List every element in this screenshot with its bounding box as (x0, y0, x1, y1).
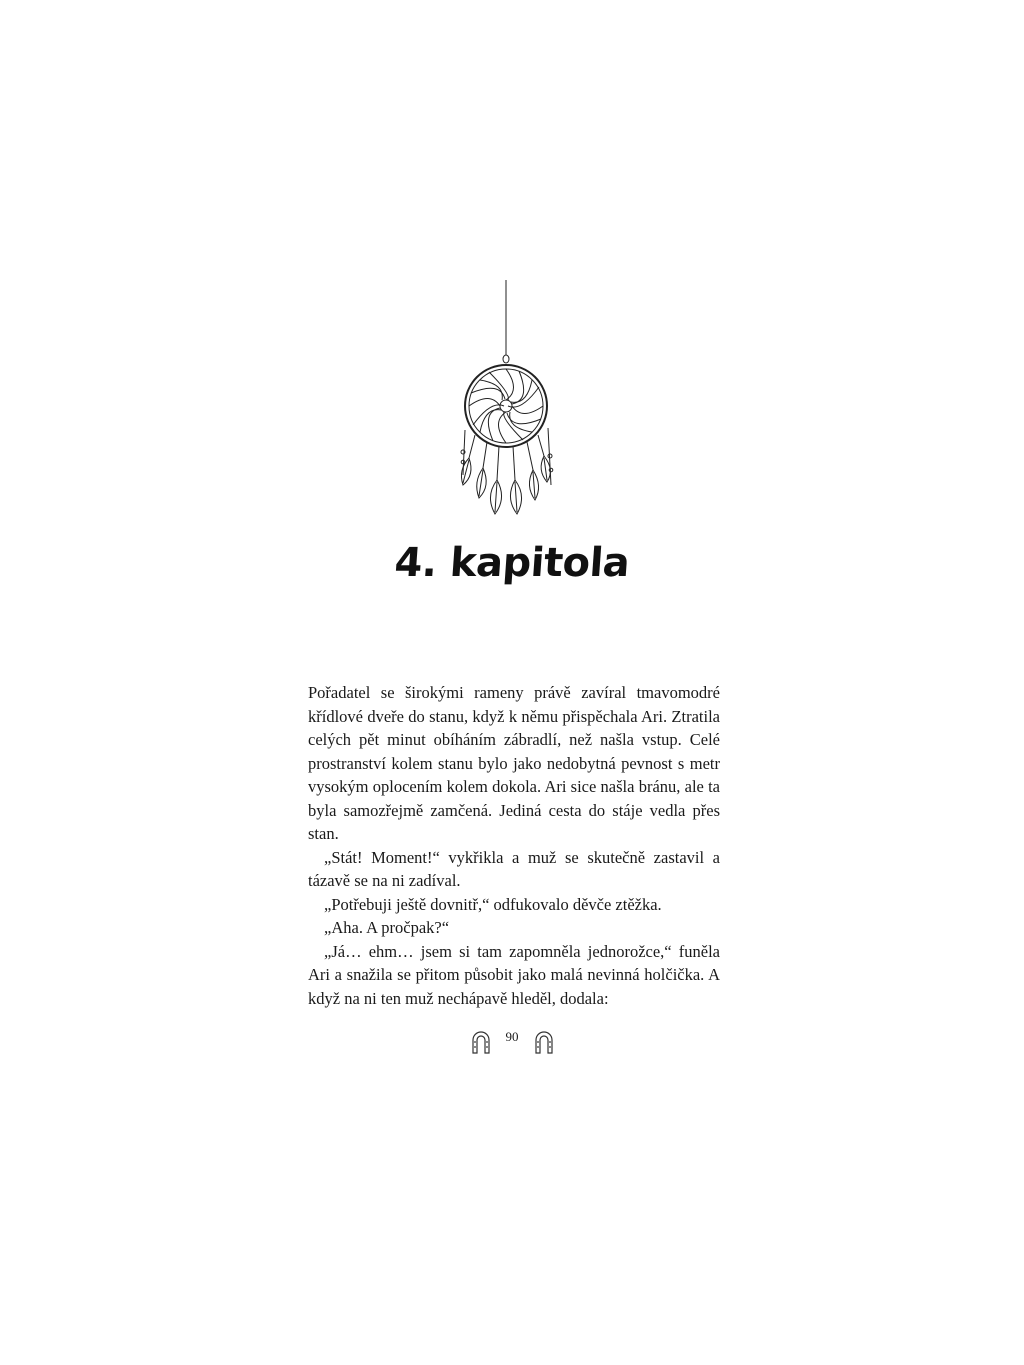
paragraph: Pořadatel se širokými rameny právě zavíral tmavomodré křídlové dveře do stanu, když k němu přispěchala Ari. Ztratila celých pět minut obíháním zábradlí, než našla vstup. Celé prostranství kolem stanu bylo jako nedobytná pevnost s metr vysokým oplocením kolem dokola. Ari sice našla bránu, ale ta byla samozřejmě zamčená. Jediná cesta do stáje vedla přes stan. (308, 683, 720, 843)
chapter-body-text (308, 681, 720, 1010)
chapter-title: 4. kapitola (393, 540, 631, 586)
horseshoe-icon (470, 1029, 492, 1055)
paragraph: „Potřebuji ještě dovnitř,“ odfukovalo děvče ztěžka. (324, 894, 662, 914)
horseshoe-icon (533, 1029, 555, 1055)
paragraph: „Já… ehm… jsem si tam zapomněla jednorožce,“ funěla Ari a snažila se přitom působit jako malá nevinná holčička. A když na ni ten muž nechápavě hleděl, dodala: (308, 941, 720, 1008)
paragraph: „Aha. A pročpak?“ (324, 918, 450, 937)
page-footer (0, 1025, 1024, 1055)
dreamcatcher-icon (455, 280, 565, 520)
page-number: 90 (505, 1029, 519, 1044)
paragraph: „Stát! Moment!“ vykřikla a muž se skutečně zastavil a tázavě se na ni zadíval. (308, 847, 720, 890)
